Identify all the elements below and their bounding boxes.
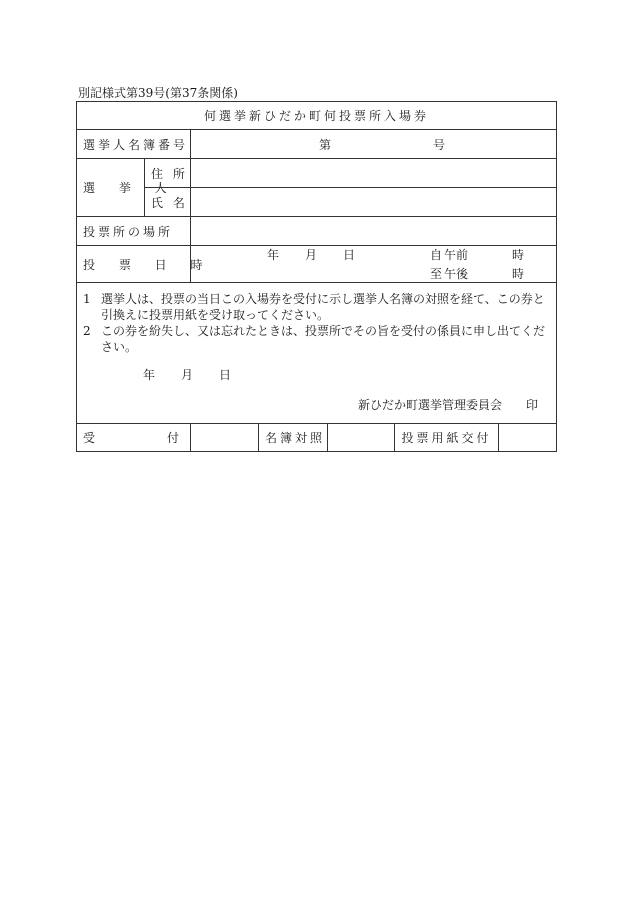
seal-mark: 印 bbox=[526, 398, 539, 412]
notes-section bbox=[77, 283, 557, 424]
reception-label: 受 付 bbox=[77, 424, 191, 452]
register-check-label: 名簿対照 bbox=[259, 424, 328, 452]
ballot-issue-label: 投票用紙交付 bbox=[395, 424, 499, 452]
voting-datetime-label: 投 票 日 時 bbox=[77, 246, 191, 283]
reception-stamp-box[interactable] bbox=[191, 424, 259, 452]
date-day-label: 日 bbox=[343, 248, 356, 262]
from-label: 自 bbox=[430, 248, 443, 262]
issue-year-label: 年 bbox=[143, 368, 156, 382]
to-label: 至 bbox=[430, 267, 443, 281]
note-item bbox=[83, 323, 550, 355]
committee-name: 新ひだか町選挙管理委員会 bbox=[357, 398, 502, 412]
admission-ticket-table bbox=[76, 101, 557, 452]
issue-day-label: 日 bbox=[219, 368, 232, 382]
note-item bbox=[83, 291, 550, 323]
name-label: 氏 名 bbox=[145, 188, 191, 217]
from-hour-label: 時 bbox=[512, 248, 525, 262]
note-text: 選挙人は、投票の当日この入場券を受付に示し選挙人名簿の対照を経て、この券と引換えに投票用紙を受け取ってください。 bbox=[101, 292, 545, 322]
note-number: 2 bbox=[83, 324, 91, 338]
form-number-label: 別記様式第39号(第37条関係) bbox=[78, 86, 238, 100]
go-suffix: 号 bbox=[433, 137, 446, 152]
issuer-signature bbox=[83, 397, 550, 413]
voting-datetime-field[interactable] bbox=[191, 246, 557, 283]
note-text: この券を紛失し、又は忘れたときは、投票所でその旨を受付の係員に申し出てください。 bbox=[101, 324, 546, 354]
elector-label: 選 挙 人 bbox=[83, 181, 177, 195]
polling-place-label: 投票所の場所 bbox=[77, 217, 191, 246]
to-hour-label: 時 bbox=[512, 267, 525, 281]
name-field[interactable] bbox=[191, 188, 557, 217]
dai-prefix: 第 bbox=[319, 137, 332, 152]
date-month-label: 月 bbox=[305, 248, 318, 262]
ballot-issue-box[interactable] bbox=[499, 424, 557, 452]
note-number: 1 bbox=[83, 292, 91, 306]
register-number-label: 選挙人名簿番号 bbox=[77, 130, 191, 159]
issue-month-label: 月 bbox=[181, 368, 194, 382]
am-label: 午前 bbox=[444, 248, 469, 262]
time-range bbox=[430, 246, 550, 282]
address-label: 住 所 bbox=[145, 159, 191, 188]
register-check-box[interactable] bbox=[328, 424, 395, 452]
date-year-label: 年 bbox=[267, 248, 280, 262]
polling-place-field[interactable] bbox=[191, 217, 557, 246]
pm-label: 午後 bbox=[444, 267, 469, 281]
register-number-field[interactable] bbox=[191, 130, 557, 159]
address-field[interactable] bbox=[191, 159, 557, 188]
issue-date bbox=[83, 367, 550, 383]
ticket-title: 何選挙新ひだか町何投票所入場券 bbox=[77, 102, 557, 130]
